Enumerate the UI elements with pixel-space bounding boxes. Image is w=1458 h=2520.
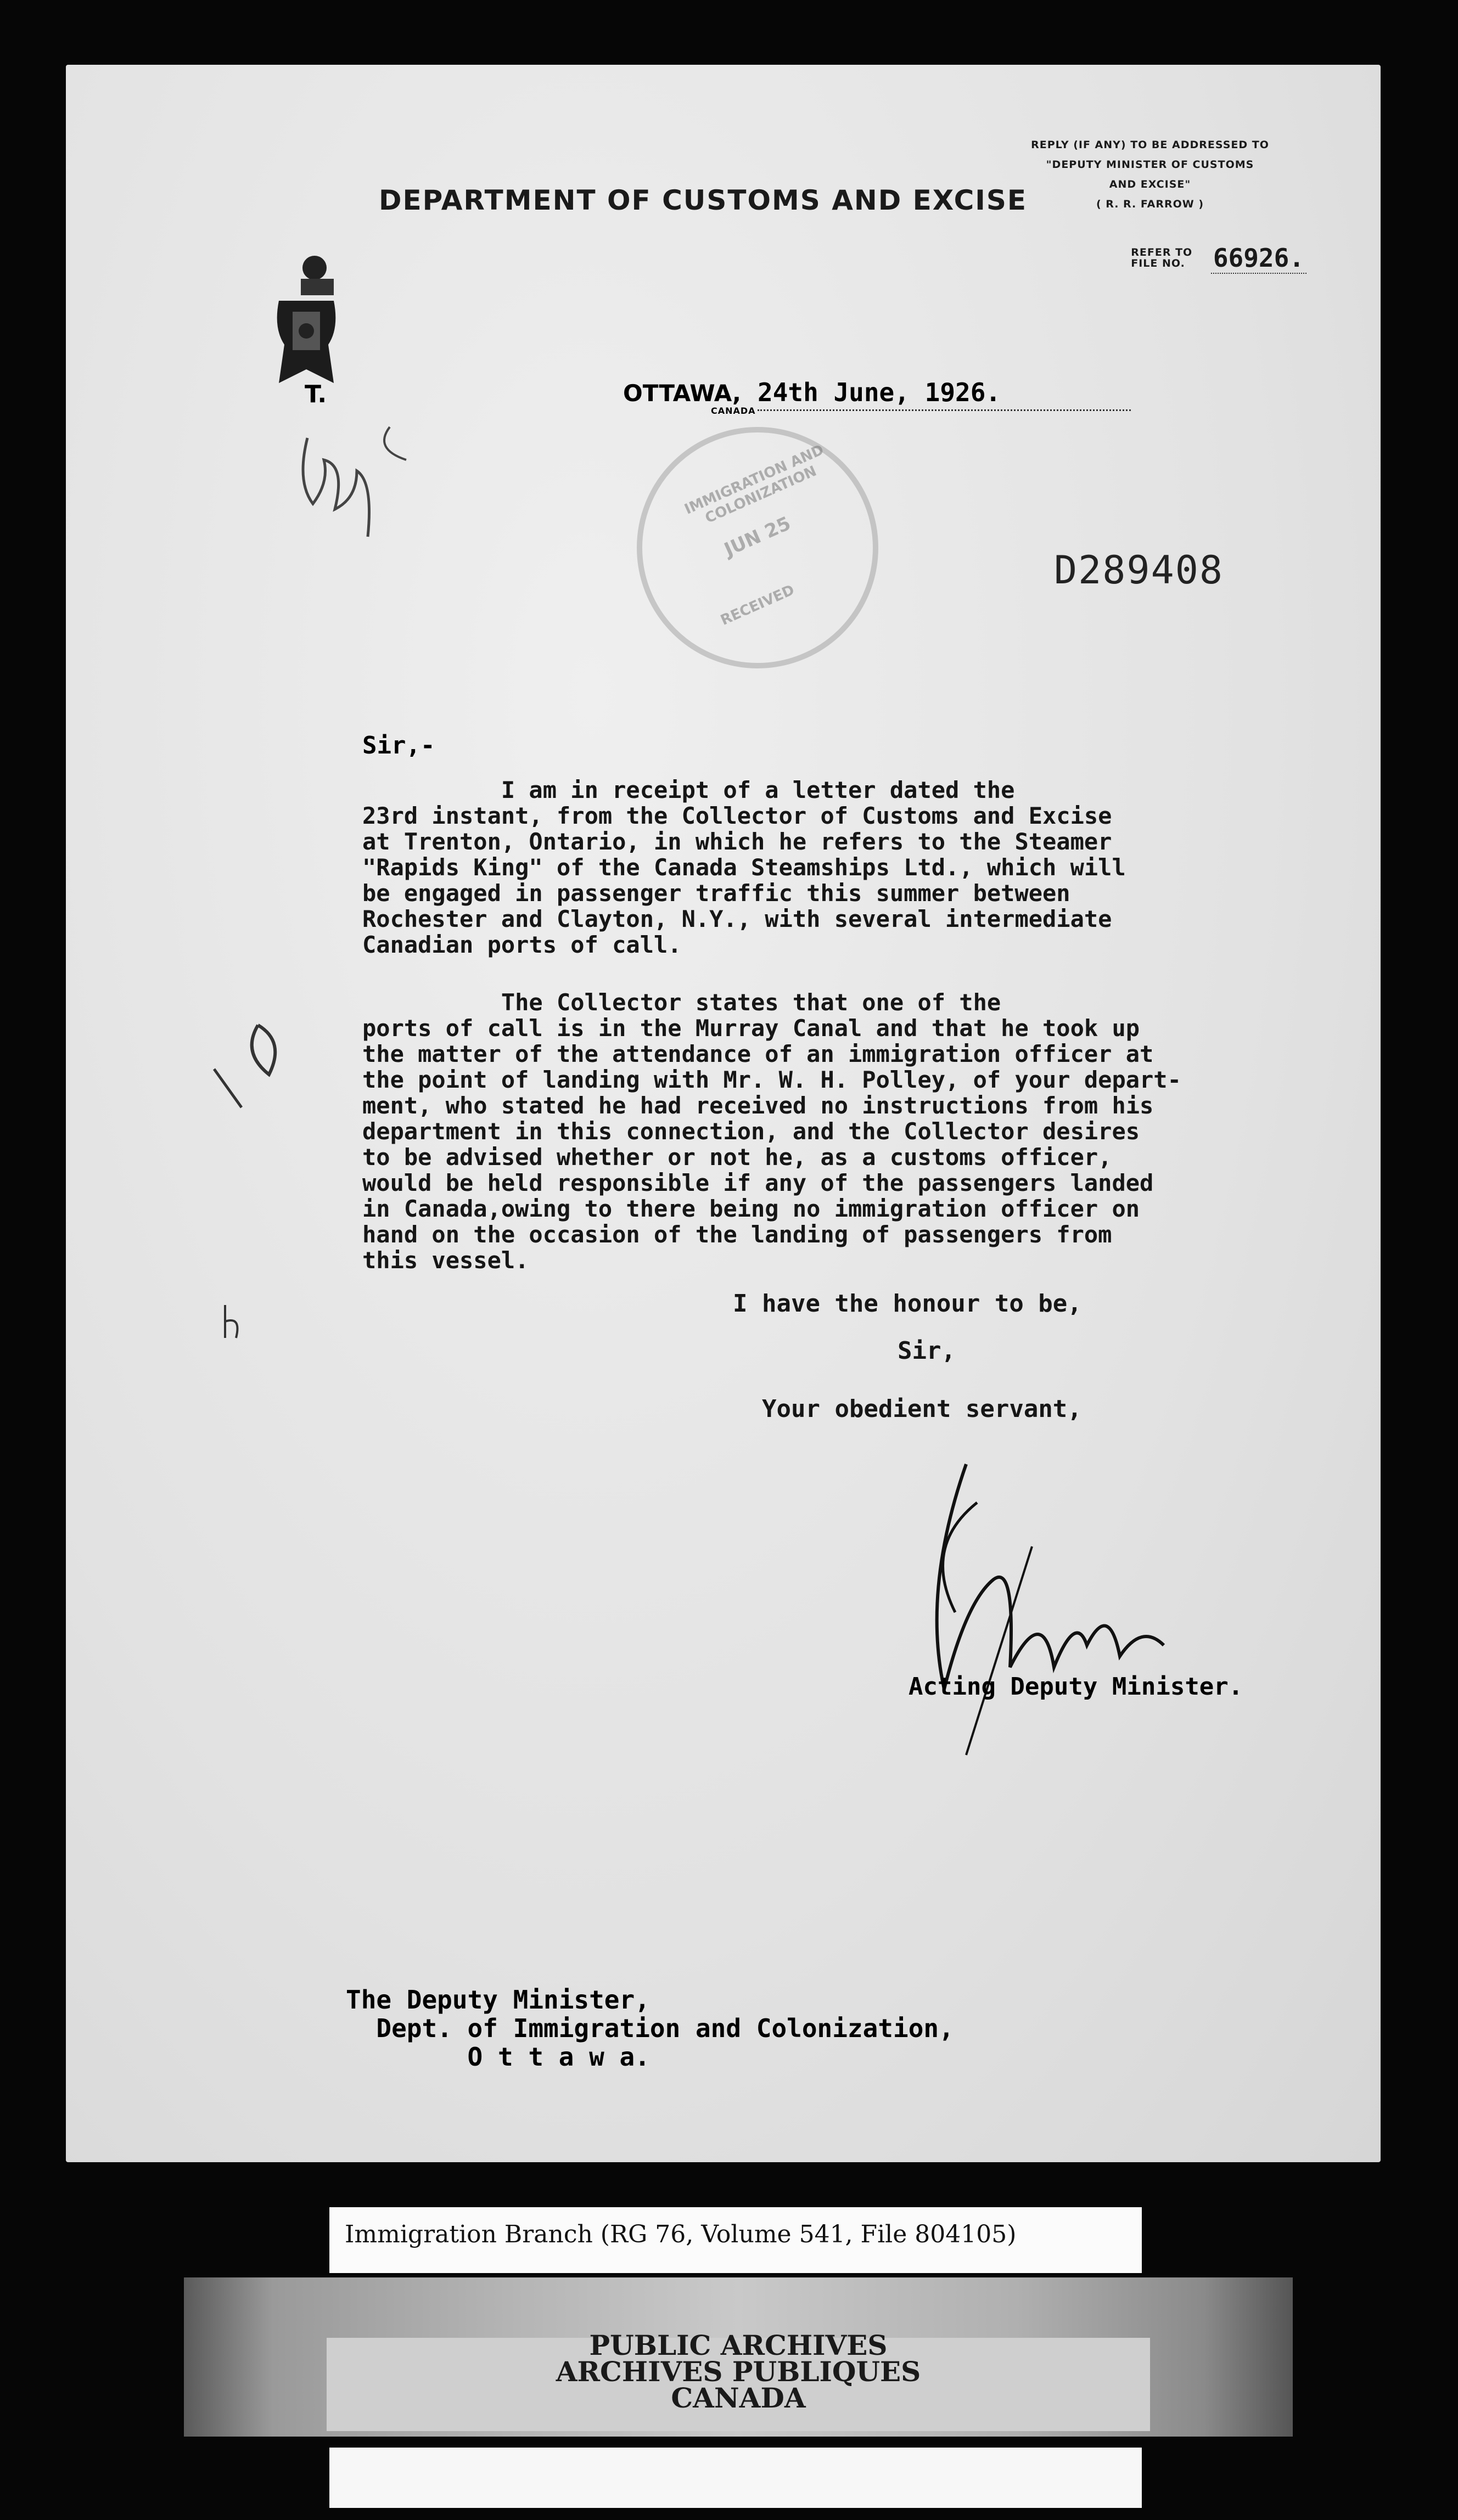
closing-line: Sir, bbox=[898, 1337, 956, 1365]
pencil-annotation-icon bbox=[274, 416, 417, 603]
document-number: D289408 bbox=[1054, 548, 1224, 593]
received-stamp bbox=[637, 427, 878, 668]
file-reference bbox=[1131, 243, 1306, 273]
pencil-mark-icon bbox=[192, 998, 302, 1393]
department-heading: DEPARTMENT OF CUSTOMS AND EXCISE bbox=[379, 184, 1028, 216]
coat-of-arms-icon bbox=[268, 251, 345, 394]
reply-line: REPLY (IF ANY) TO BE ADDRESSED TO bbox=[1031, 139, 1269, 151]
archives-line: PUBLIC ARCHIVES bbox=[589, 2329, 888, 2361]
salutation: Sir,- bbox=[362, 732, 435, 760]
closing-line: Your obedient servant, bbox=[762, 1395, 1082, 1423]
paragraph-2: The Collector states that one of the ports of call is in the Murray Canal and that he took up the matter of the attendance of an immigration officer at the point of landing with Mr. W. H. Polley, of your depart- ment, who stated he had received no instructions from his department in this connection, and the Collector desires to be advised whether or not he, as a customs officer, would be held responsible if any of the passengers landed in Canada,owing to there being no immigration officer on hand on the occasion of the landing of passengers from this vessel. bbox=[362, 989, 1181, 1274]
archives-stamp-strip bbox=[184, 2277, 1293, 2437]
archives-line: CANADA bbox=[671, 2382, 806, 2414]
archives-stamp-text bbox=[184, 2329, 1293, 2414]
addressee-block: The Deputy Minister, Dept. of Immigration and Colonization, O t t a w a. bbox=[346, 1985, 954, 2072]
file-number: 66926. bbox=[1211, 243, 1306, 274]
place-of-origin bbox=[623, 380, 756, 416]
reply-instructions bbox=[1007, 135, 1293, 214]
letter-sheet bbox=[66, 65, 1381, 2162]
signature-title: Acting Deputy Minister. bbox=[909, 1673, 1243, 1701]
blank-card bbox=[329, 2448, 1142, 2508]
stamp-date: JUN 25 bbox=[721, 512, 794, 561]
archive-reference-text: Immigration Branch (RG 76, Volume 541, File 804105) bbox=[345, 2220, 1017, 2248]
letter-date: 24th June, 1926. bbox=[758, 378, 1131, 411]
closing-line: I have the honour to be, bbox=[733, 1290, 1082, 1318]
reply-line: "DEPUTY MINISTER OF CUSTOMS bbox=[1046, 159, 1254, 171]
archives-line: ARCHIVES PUBLIQUES bbox=[556, 2355, 921, 2388]
reply-line: ( R. R. FARROW ) bbox=[1096, 198, 1204, 210]
stamp-top: IMMIGRATION AND COLONIZATION bbox=[682, 441, 827, 527]
place-country: CANADA bbox=[711, 406, 756, 416]
signature-icon bbox=[889, 1437, 1197, 1766]
to-label: T. bbox=[305, 380, 327, 408]
stamp-bottom: RECEIVED bbox=[718, 582, 797, 629]
place-name: OTTAWA, bbox=[623, 380, 742, 407]
archive-reference-label bbox=[329, 2207, 1142, 2273]
file-label: REFER TO FILE NO. bbox=[1131, 246, 1193, 269]
reply-line: AND EXCISE" bbox=[1109, 178, 1191, 190]
paragraph-1: I am in receipt of a letter dated the 23rd instant, from the Collector of Customs and Excise at Trenton, Ontario, in which he refers to the Steamer "Rapids King" of the Canada Steamships Ltd., which will be engaged in passenger traffic this summer between Rochester and Clayton, N.Y., with several intermediate Canadian ports of call. bbox=[362, 777, 1126, 958]
